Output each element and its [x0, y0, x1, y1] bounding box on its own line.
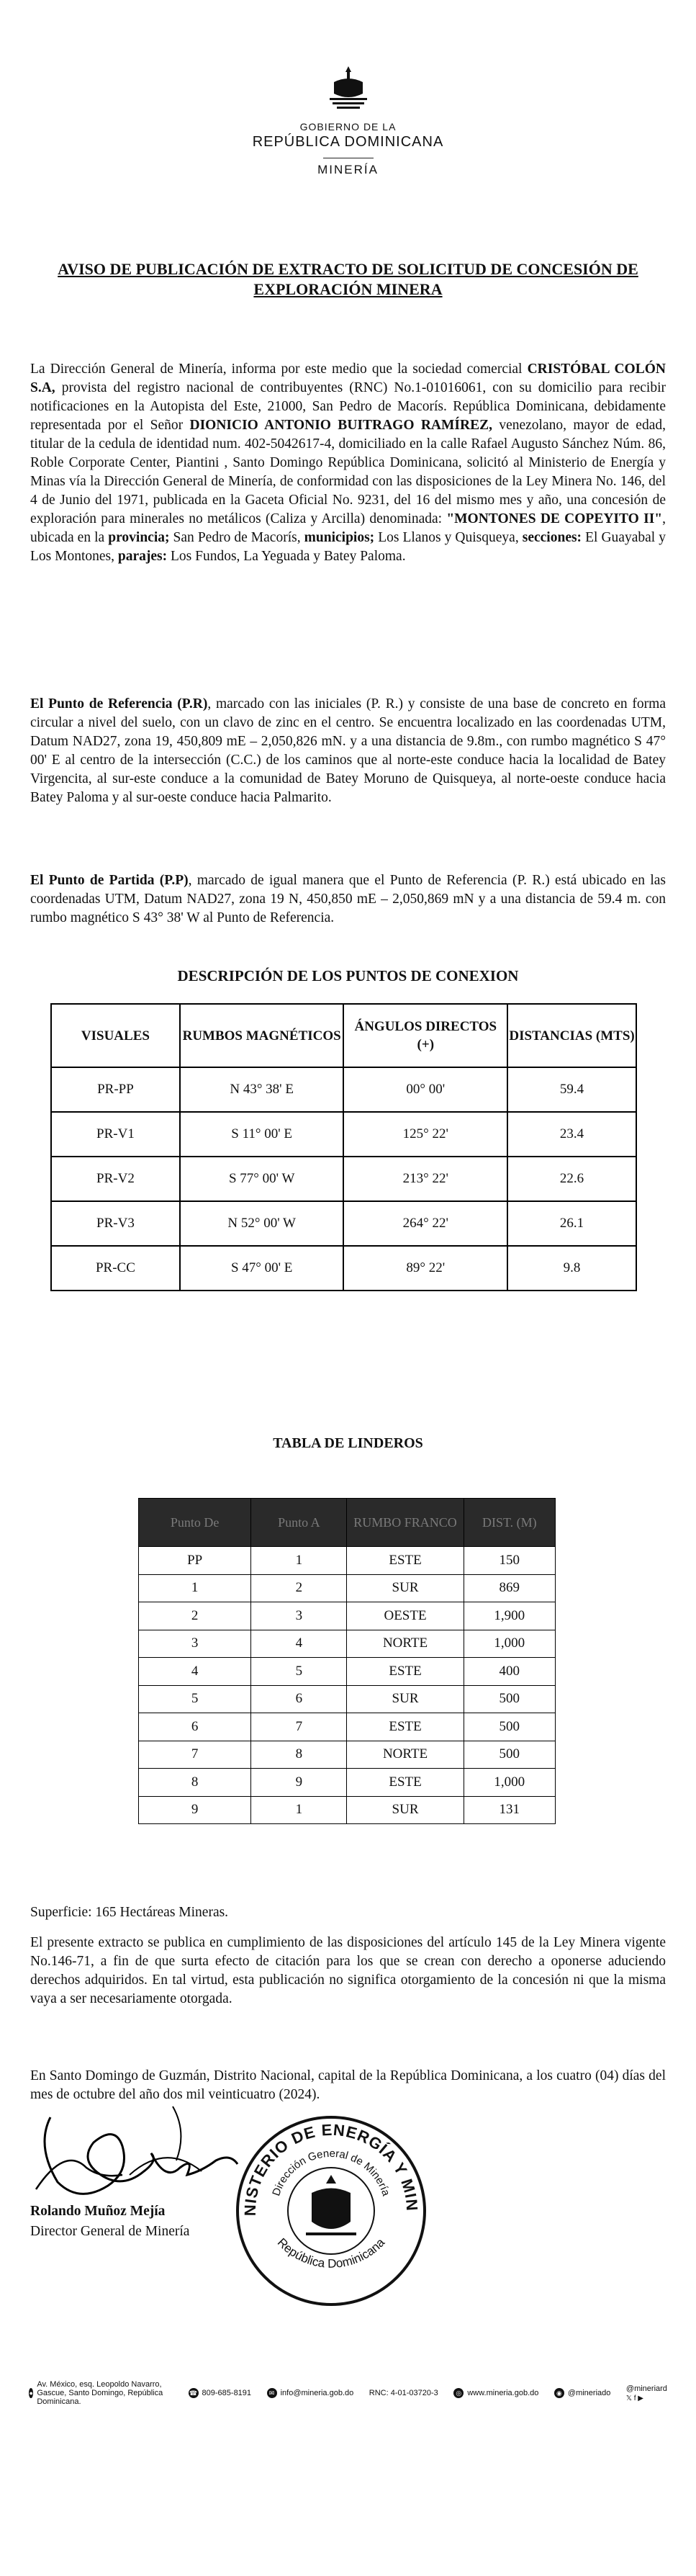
table-row — [139, 1713, 556, 1741]
cell: 500 — [464, 1741, 555, 1769]
cell: 59.4 — [507, 1067, 636, 1112]
table-row — [139, 1630, 556, 1658]
intro-text-8: Los Fundos, La Yeguada y Batey Paloma. — [167, 549, 406, 564]
seal-bottom-text: República Dominicana — [274, 2235, 388, 2271]
cell: 2 — [139, 1602, 251, 1630]
connection-table-title: DESCRIPCIÓN DE LOS PUNTOS DE CONEXION — [177, 967, 519, 984]
starting-point-text: , marcado de igual manera que el Punto de Referencia (P. R.) está ubicado en las coordenadas UTM, Datum NAD27, zona 19 N, 450,850 mE – 2,050,869 mN y a una distancia de 59.4 m. con rumbo magnético S 43° 38' W al Punto de Referencia. — [30, 873, 666, 925]
table-row — [51, 1246, 636, 1291]
starting-point-label: El Punto de Partida (P.P) — [30, 873, 189, 888]
cell: 264° 22' — [343, 1201, 507, 1246]
intro-text-3: venezolano, mayor de edad, titular de la cedula de identidad num. 402-5042617-4, domiciliado en la calle Rafael Augusto Sánchez Núm. 86, Roble Corporate Center, Piantini , Santo Domingo República Dominicana, solicitó al Ministerio de Energía y Minas vía la Dirección General de Minería, de conformidad con las disposiciones de la Ley Minera No. 146, del 4 de Junio del 1971, publicada en la Gaceta Oficial No. 9231, del 16 del mismo mes y año, una concesión de exploración para minerales no metálicos (Caliza y Arcilla) denominada: — [30, 418, 666, 526]
instagram-icon: ◉ — [554, 2388, 564, 2398]
cell: 400 — [464, 1658, 555, 1686]
location-icon: ● — [29, 2389, 33, 2397]
col-rumbos: RUMBOS MAGNÉTICOS — [180, 1004, 344, 1067]
signature-icon — [22, 2103, 252, 2218]
cell: ESTE — [347, 1713, 464, 1741]
cell: 2 — [251, 1574, 347, 1602]
cell: 213° 22' — [343, 1157, 507, 1201]
cell: 500 — [464, 1685, 555, 1713]
col-punto-de: Punto De — [139, 1499, 251, 1547]
cell: NORTE — [347, 1741, 464, 1769]
footer — [29, 2380, 667, 2406]
phone-icon: ☎ — [189, 2389, 198, 2397]
gov-line2: REPÚBLICA DOMINICANA — [252, 134, 444, 150]
cell: SUR — [347, 1796, 464, 1824]
cell: 7 — [251, 1713, 347, 1741]
footer-address — [29, 2380, 173, 2406]
cell: 1,000 — [464, 1769, 555, 1797]
cell: PR-CC — [51, 1246, 180, 1291]
cell: 1,000 — [464, 1630, 555, 1658]
reference-point-label: El Punto de Referencia (P.R) — [30, 696, 208, 712]
cell: N 52° 00' W — [180, 1201, 344, 1246]
footer-social-2[interactable] — [626, 2384, 667, 2402]
cell: 150 — [464, 1547, 555, 1575]
cell: 125° 22' — [343, 1112, 507, 1157]
coat-of-arms-icon — [325, 65, 371, 115]
label-parajes: parajes: — [117, 549, 168, 564]
cell: 6 — [139, 1713, 251, 1741]
table-row — [139, 1658, 556, 1686]
col-angulos: ÁNGULOS DIRECTOS (+) — [343, 1004, 507, 1067]
intro-paragraph — [30, 360, 666, 566]
connection-table-header — [51, 1004, 636, 1067]
boundaries-table-title: TABLA DE LINDEROS — [273, 1435, 423, 1451]
publication-paragraph: El presente extracto se publica en cumplimiento de las disposiciones del artículo 145 de la Ley Minera vigente No.146-71, a fin de que surta efecto de citación para los que se crean con derecho a oponerse aduciendo derechos adquiridos. En tal virtud, esta publicación no significa otorgamiento de la concesión ni que la misma vaya a ser necesariamente otorgada. — [30, 1935, 666, 2006]
cell: 3 — [139, 1630, 251, 1658]
table-row — [139, 1685, 556, 1713]
intro-text-6: Los Llanos y Quisqueya, — [374, 530, 523, 545]
footer-phone[interactable] — [189, 2388, 252, 2398]
col-punto-a: Punto A — [251, 1499, 347, 1547]
table-row — [51, 1067, 636, 1112]
cell: S 77° 00' W — [180, 1157, 344, 1201]
cell: SUR — [347, 1685, 464, 1713]
label-municipios: municipios; — [304, 530, 375, 545]
cell: 4 — [251, 1630, 347, 1658]
cell: S 11° 00' E — [180, 1112, 344, 1157]
table-row — [139, 1574, 556, 1602]
table-row — [139, 1741, 556, 1769]
cell: 4 — [139, 1658, 251, 1686]
concession-name: "MONTONES DE COPEYITO II" — [446, 511, 663, 526]
surface-area: Superficie: 165 Hectáreas Mineras. — [30, 1905, 229, 1920]
svg-text:República Dominicana — [275, 2235, 388, 2271]
cell: SUR — [347, 1574, 464, 1602]
seal-outer-text: NISTERIO DE ENERGÍA Y MIN — [240, 2120, 422, 2217]
cell: 9.8 — [507, 1246, 636, 1291]
intro-text-2: provista del registro nacional de contribuyentes (RNC) No.1-01016061, con su domicilio para recibir notificaciones en la Autopista del Este, 21000, San Pedro de Macorís. República Dominicana, debidamente representada por el Señor — [30, 380, 666, 433]
starting-point-paragraph — [30, 871, 666, 928]
representative-name: DIONICIO ANTONIO BUITRAGO RAMÍREZ, — [189, 418, 492, 433]
table-row — [51, 1157, 636, 1201]
cell: 22.6 — [507, 1157, 636, 1201]
cell: PR-V1 — [51, 1112, 180, 1157]
globe-icon: ◎ — [453, 2388, 464, 2398]
cell: OESTE — [347, 1602, 464, 1630]
table-row — [51, 1112, 636, 1157]
footer-social-text: @mineriado — [567, 2389, 611, 2397]
cell: 3 — [251, 1602, 347, 1630]
col-visuales: VISUALES — [51, 1004, 180, 1067]
social-icons: 𝕏 f ▶ — [625, 2394, 643, 2402]
cell: PR-V3 — [51, 1201, 180, 1246]
col-distancias: DISTANCIAS (MTS) — [507, 1004, 636, 1067]
cell: ESTE — [347, 1658, 464, 1686]
cell: 1 — [251, 1547, 347, 1575]
official-seal-icon — [227, 2103, 435, 2312]
header — [0, 65, 696, 177]
signer-position: Director General de Minería — [30, 2224, 190, 2239]
date-paragraph: En Santo Domingo de Guzmán, Distrito Nacional, capital de la República Dominicana, a los cuatro (04) días del mes de octubre del año dos mil veinticuatro (2024). — [30, 2068, 666, 2102]
table-row — [139, 1602, 556, 1630]
cell: 1 — [251, 1796, 347, 1824]
table-row — [139, 1769, 556, 1797]
cell: 23.4 — [507, 1112, 636, 1157]
cell: 6 — [251, 1685, 347, 1713]
cell: 1 — [139, 1574, 251, 1602]
boundaries-table — [138, 1498, 556, 1824]
boundaries-table-header — [139, 1499, 556, 1547]
table-row — [139, 1547, 556, 1575]
cell: 9 — [139, 1796, 251, 1824]
cell: 00° 00' — [343, 1067, 507, 1112]
footer-phone-text: 809-685-8191 — [202, 2389, 252, 2397]
cell: PP — [139, 1547, 251, 1575]
cell: 7 — [139, 1741, 251, 1769]
cell: 131 — [464, 1796, 555, 1824]
cell: 1,900 — [464, 1602, 555, 1630]
cell: PR-PP — [51, 1067, 180, 1112]
reference-point-text: , marcado con las iniciales (P. R.) y consiste de una base de concreto en forma circular a nivel del suelo, con un clavo de zinc en el centro. Se encuentra localizado en las coordenadas UTM, Datum NAD27, zona 19, 450,809 mE – 2,050,826 mN. y a una distancia de 9.8m., con rumbo magnético S 47° 00' E al centro de la intersección (C.C.) de los caminos que al norte-este conduce hacia la localidad de Batey Virgencita, al sur-este conduce a la comunidad de Batey Moruno de Quisqueya, al norte-oeste conduce hacia Batey Paloma y al sur-oeste conduce hacia Palmarito. — [30, 696, 666, 805]
intro-text-7: El Guayabal y Los Montones, — [30, 530, 666, 564]
cell: S 47° 00' E — [180, 1246, 344, 1291]
cell: 9 — [251, 1769, 347, 1797]
intro-text-1: La Dirección General de Minería, informa por este medio que la sociedad comercial — [30, 362, 528, 377]
cell: 500 — [464, 1713, 555, 1741]
cell: N 43° 38' E — [180, 1067, 344, 1112]
cell: 8 — [251, 1741, 347, 1769]
footer-email-text: info@mineria.gob.do — [280, 2389, 354, 2397]
mail-icon: ✉ — [267, 2388, 277, 2398]
footer-email[interactable] — [267, 2388, 354, 2398]
page-title: AVISO DE PUBLICACIÓN DE EXTRACTO DE SOLICITUD DE CONCESIÓN DE EXPLORACIÓN MINERA — [58, 260, 638, 298]
footer-web[interactable] — [453, 2388, 538, 2398]
cell: 8 — [139, 1769, 251, 1797]
col-rumbo-franco: RUMBO FRANCO — [347, 1499, 464, 1547]
footer-web-text: www.mineria.gob.do — [467, 2389, 539, 2397]
cell: 26.1 — [507, 1201, 636, 1246]
intro-text-5: San Pedro de Macorís, — [169, 530, 304, 545]
col-distancia: DIST. (M) — [464, 1499, 555, 1547]
connection-table — [50, 1003, 637, 1291]
reference-point-paragraph — [30, 695, 666, 807]
gov-line1: GOBIERNO DE LA — [299, 121, 397, 133]
footer-rnc — [369, 2389, 438, 2397]
cell: ESTE — [347, 1547, 464, 1575]
footer-social[interactable] — [554, 2388, 610, 2398]
intro-text-4: , ubicada en la — [30, 511, 666, 545]
cell: 5 — [139, 1685, 251, 1713]
seal-inner-text: Dirección General de Minería — [270, 2147, 392, 2198]
label-secciones: secciones: — [522, 530, 582, 545]
footer-rnc-text: RNC: 4-01-03720-3 — [369, 2389, 438, 2397]
company-name: CRISTÓBAL COLÓN S.A, — [30, 362, 666, 395]
cell: 89° 22' — [343, 1246, 507, 1291]
cell: ESTE — [347, 1769, 464, 1797]
footer-address-text: Av. México, esq. Leopoldo Navarro, Gascue, Santo Domingo, República Dominicana. — [37, 2380, 163, 2406]
label-provincia: provincia; — [108, 530, 170, 545]
cell: NORTE — [347, 1630, 464, 1658]
cell: 869 — [464, 1574, 555, 1602]
footer-social2-text: @mineriard — [625, 2384, 667, 2393]
cell: 5 — [251, 1658, 347, 1686]
table-row — [51, 1201, 636, 1246]
department-name: MINERÍA — [317, 163, 379, 176]
cell: PR-V2 — [51, 1157, 180, 1201]
signer-name: Rolando Muñoz Mejía — [30, 2204, 166, 2219]
table-row — [139, 1796, 556, 1824]
